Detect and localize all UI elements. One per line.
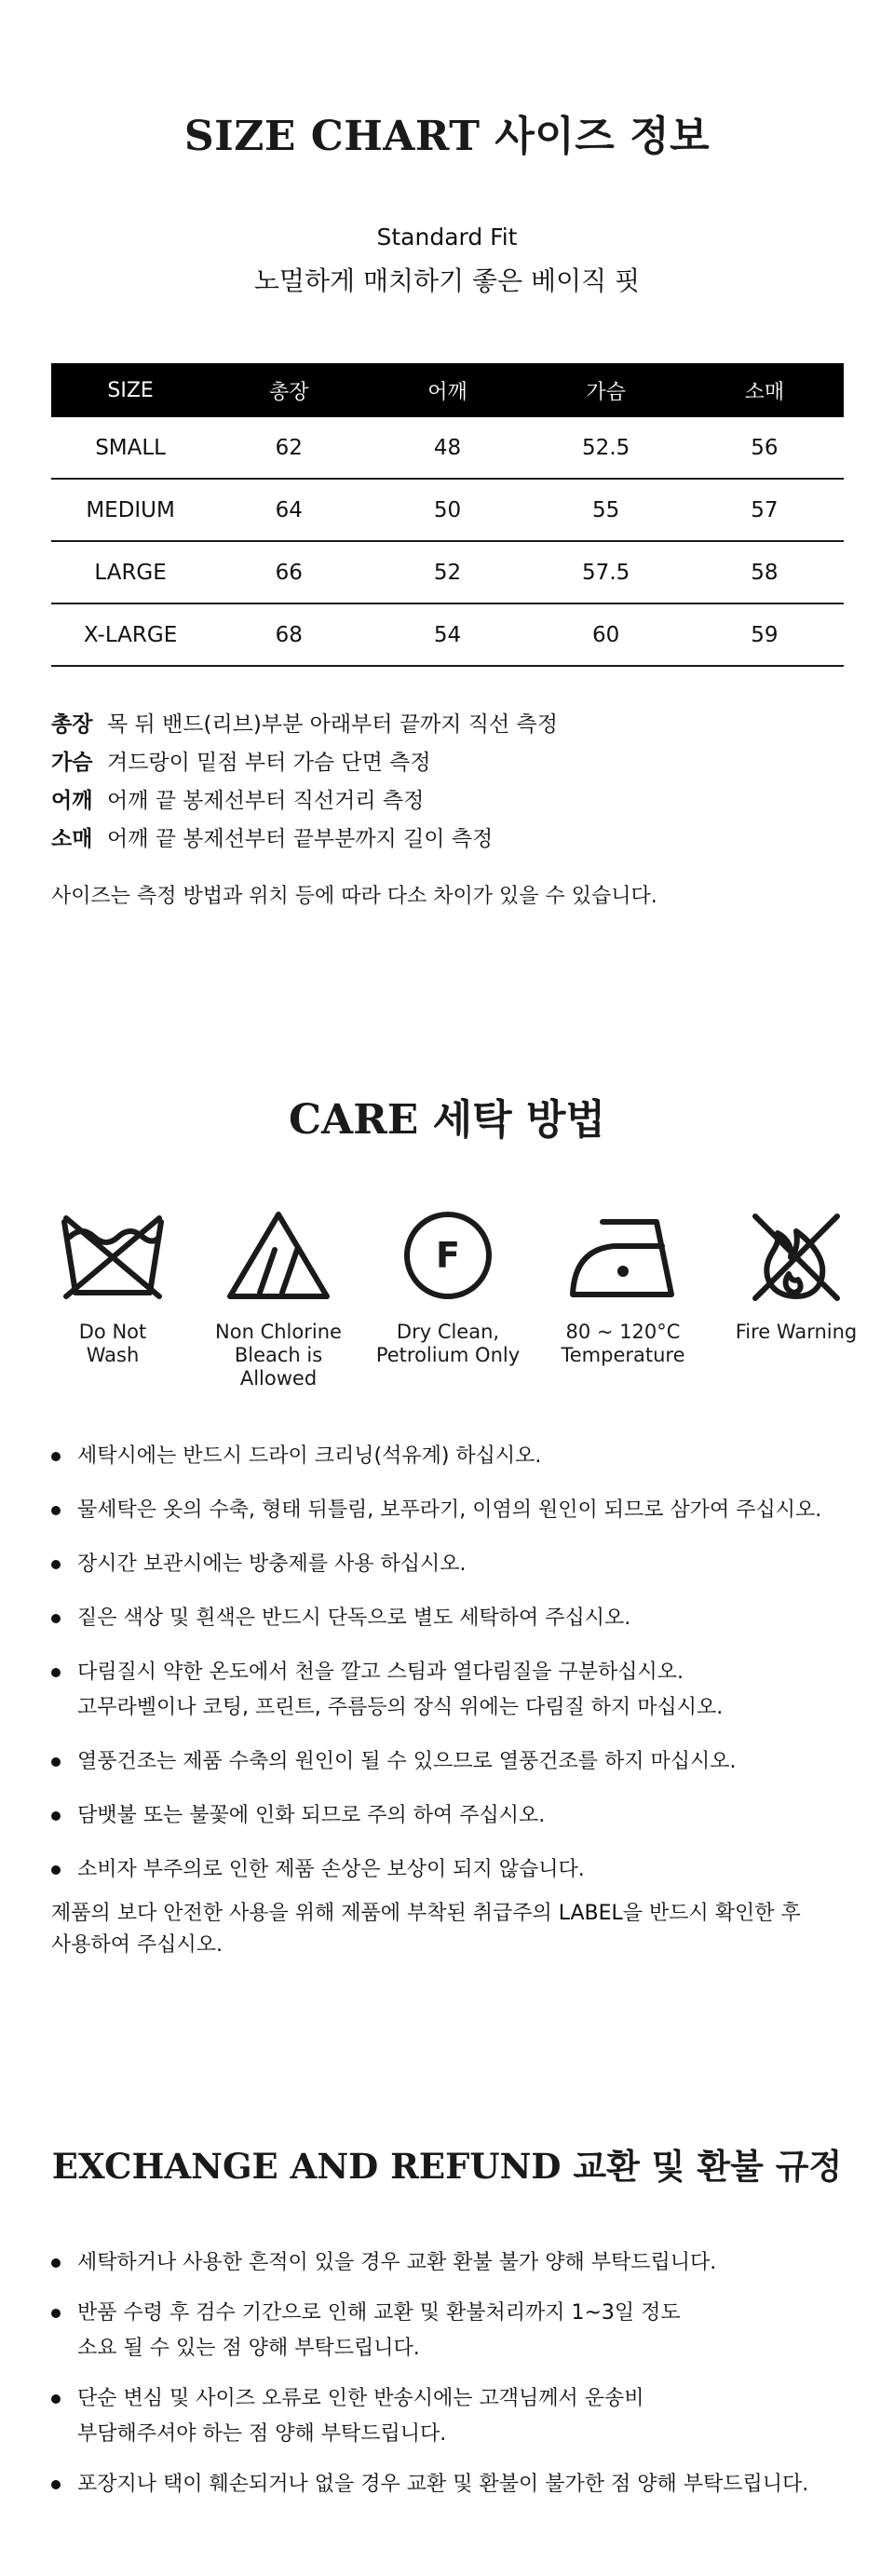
- care-label-line: Petrolium Only: [375, 1344, 521, 1366]
- list-item-text: 소요 될 수 있는 점 양해 부탁드립니다.: [77, 2337, 420, 2360]
- care-label-line: Dry Clean,: [396, 1321, 500, 1343]
- care-label-line: 80 ~ 120°C: [565, 1321, 681, 1343]
- table-row: [51, 603, 844, 666]
- care-instructions-list: [51, 1442, 861, 1885]
- notice-line: 제품의 보다 안전한 사용을 위해 제품에 부착된 취급주의 LABEL을 반드시 확인한 후: [51, 1902, 801, 1925]
- list-item-text: 소비자 부주의로 인한 제품 손상은 보상이 되지 않습니다.: [77, 1858, 585, 1881]
- list-item: [51, 2248, 861, 2278]
- care-label-line: Non Chlorine: [215, 1321, 342, 1343]
- dry-clean-glyph: F: [436, 1235, 460, 1276]
- measure-key: 어깨: [51, 789, 93, 813]
- chest-cell: 55: [527, 479, 685, 541]
- do-not-wash-icon: [57, 1209, 169, 1302]
- fit-name: Standard Fit: [376, 224, 518, 251]
- header-length: 총장: [210, 363, 368, 417]
- care-label-line: Do Not: [78, 1321, 147, 1343]
- size-cell: X-LARGE: [51, 603, 210, 666]
- list-item-text: 반품 수령 후 검수 기간으로 인해 교환 및 환불처리까지 1~3일 정도: [77, 2301, 681, 2325]
- list-item: [51, 1604, 861, 1634]
- list-item: [51, 1496, 861, 1525]
- list-item-text: 단순 변심 및 사이즈 오류로 인한 반송시에는 고객님께서 운송비: [77, 2387, 644, 2410]
- chest-cell: 60: [527, 603, 685, 666]
- list-item-text: 담뱃불 또는 불꽃에 인화 되므로 주의 하여 주십시오.: [77, 1804, 546, 1827]
- exchange-refund-title: EXCHANGE AND REFUND 교환 및 환불 규정: [51, 2146, 843, 2187]
- care-label-line: Allowed: [239, 1367, 318, 1390]
- list-item-text: 열풍건조는 제품 수축의 원인이 될 수 있으므로 열풍건조를 하지 마십시오.: [77, 1750, 737, 1773]
- list-item: [51, 1855, 861, 1885]
- non-chlorine-bleach-icon: [223, 1209, 334, 1302]
- exchange-policy-list: [51, 2248, 861, 2500]
- care-item-dry-clean: [369, 1209, 527, 1367]
- care-label-line: Fire Warning: [735, 1321, 858, 1343]
- header-size: SIZE: [51, 363, 210, 417]
- measure-desc: 어깨 끝 봉제선부터 직선거리 측정: [107, 789, 425, 813]
- fit-description: [0, 222, 894, 302]
- list-item: [51, 1747, 861, 1777]
- sleeve-cell: 57: [685, 479, 844, 541]
- list-item-text: 세탁하거나 사용한 흔적이 있을 경우 교환 환불 불가 양해 부탁드립니다.: [77, 2251, 717, 2274]
- length-cell: 62: [210, 417, 368, 479]
- length-cell: 68: [210, 603, 368, 666]
- size-cell: SMALL: [51, 417, 210, 479]
- list-item-text: 포장지나 택이 훼손되거나 없을 경우 교환 및 환불이 불가한 점 양해 부탁드립니다.: [77, 2473, 809, 2496]
- care-label-line: Temperature: [561, 1344, 685, 1366]
- care-title: CARE 세탁 방법: [289, 1096, 605, 1144]
- header-shoulder: 어깨: [368, 363, 526, 417]
- measurement-guide: [51, 706, 558, 859]
- care-item-iron: [544, 1209, 702, 1367]
- chest-cell: 52.5: [527, 417, 685, 479]
- care-item-non-chlorine-bleach: [199, 1209, 358, 1390]
- size-table-header: [51, 363, 844, 417]
- list-item: [51, 2298, 861, 2364]
- care-item-fire-warning: [717, 1209, 875, 1344]
- table-row: [51, 479, 844, 541]
- fit-subtitle: 노멀하게 매치하기 좋은 베이직 핏: [253, 265, 641, 296]
- list-item-text: 장시간 보관시에는 방충제를 사용 하십시오.: [77, 1552, 467, 1576]
- measure-item: [51, 782, 558, 820]
- list-item-text: 부담해주셔야 하는 점 양해 부탁드립니다.: [77, 2422, 447, 2446]
- list-item-text: 다림질시 약한 온도에서 천을 깔고 스팀과 열다림질을 구분하십시오.: [77, 1661, 684, 1684]
- list-item-text: 짙은 색상 및 흰색은 반드시 단독으로 별도 세탁하여 주십시오.: [77, 1607, 631, 1630]
- length-cell: 64: [210, 479, 368, 541]
- size-cell: MEDIUM: [51, 479, 210, 541]
- notice-line: 사용하여 주십시오.: [51, 1933, 224, 1957]
- iron-icon: [567, 1209, 679, 1302]
- sleeve-cell: 59: [685, 603, 844, 666]
- shoulder-cell: 54: [368, 603, 526, 666]
- measure-key: 총장: [51, 712, 93, 737]
- header-chest: 가슴: [527, 363, 685, 417]
- dry-clean-icon: [392, 1209, 504, 1302]
- header-sleeve: 소매: [685, 363, 844, 417]
- measure-item: [51, 744, 558, 782]
- list-item: [51, 1442, 861, 1471]
- care-label-line: Bleach is: [234, 1344, 323, 1366]
- size-chart-title: SIZE CHART 사이즈 정보: [183, 113, 711, 160]
- shoulder-cell: 48: [368, 417, 526, 479]
- table-row: [51, 541, 844, 603]
- shoulder-cell: 52: [368, 541, 526, 603]
- size-table: [51, 363, 844, 667]
- measure-key: 가슴: [51, 751, 93, 775]
- size-note: 사이즈는 측정 방법과 위치 등에 따라 다소 차이가 있을 수 있습니다.: [51, 885, 657, 908]
- table-row: [51, 417, 844, 479]
- measure-key: 소매: [51, 827, 93, 851]
- care-item-do-not-wash: [34, 1209, 192, 1367]
- list-item-text: 고무라벨이나 코팅, 프린트, 주름등의 장식 위에는 다림질 하지 마십시오.: [77, 1696, 724, 1719]
- measure-desc: 겨드랑이 밑점 부터 가슴 단면 측정: [107, 751, 431, 775]
- measure-desc: 목 뒤 밴드(리브)부분 아래부터 끝까지 직선 측정: [107, 712, 558, 737]
- fire-warning-icon: [740, 1209, 852, 1302]
- size-cell: LARGE: [51, 541, 210, 603]
- list-item-text: 물세탁은 옷의 수축, 형태 뒤틀림, 보푸라기, 이염의 원인이 되므로 삼가여 주십시오.: [77, 1498, 822, 1522]
- length-cell: 66: [210, 541, 368, 603]
- sleeve-cell: 56: [685, 417, 844, 479]
- chest-cell: 57.5: [527, 541, 685, 603]
- list-item: [51, 2470, 861, 2500]
- list-item-text: 세탁시에는 반드시 드라이 크리닝(석유계) 하십시오.: [77, 1444, 542, 1468]
- measure-item: [51, 706, 558, 744]
- list-item: [51, 1658, 861, 1723]
- measure-desc: 어깨 끝 봉제선부터 끝부분까지 길이 측정: [107, 827, 494, 851]
- care-label-notice: [51, 1898, 871, 1961]
- list-item: [51, 1801, 861, 1831]
- list-item: [51, 1550, 861, 1579]
- shoulder-cell: 50: [368, 479, 526, 541]
- care-label-line: Wash: [86, 1344, 140, 1366]
- measure-item: [51, 820, 558, 859]
- list-item: [51, 2384, 861, 2449]
- sleeve-cell: 58: [685, 541, 844, 603]
